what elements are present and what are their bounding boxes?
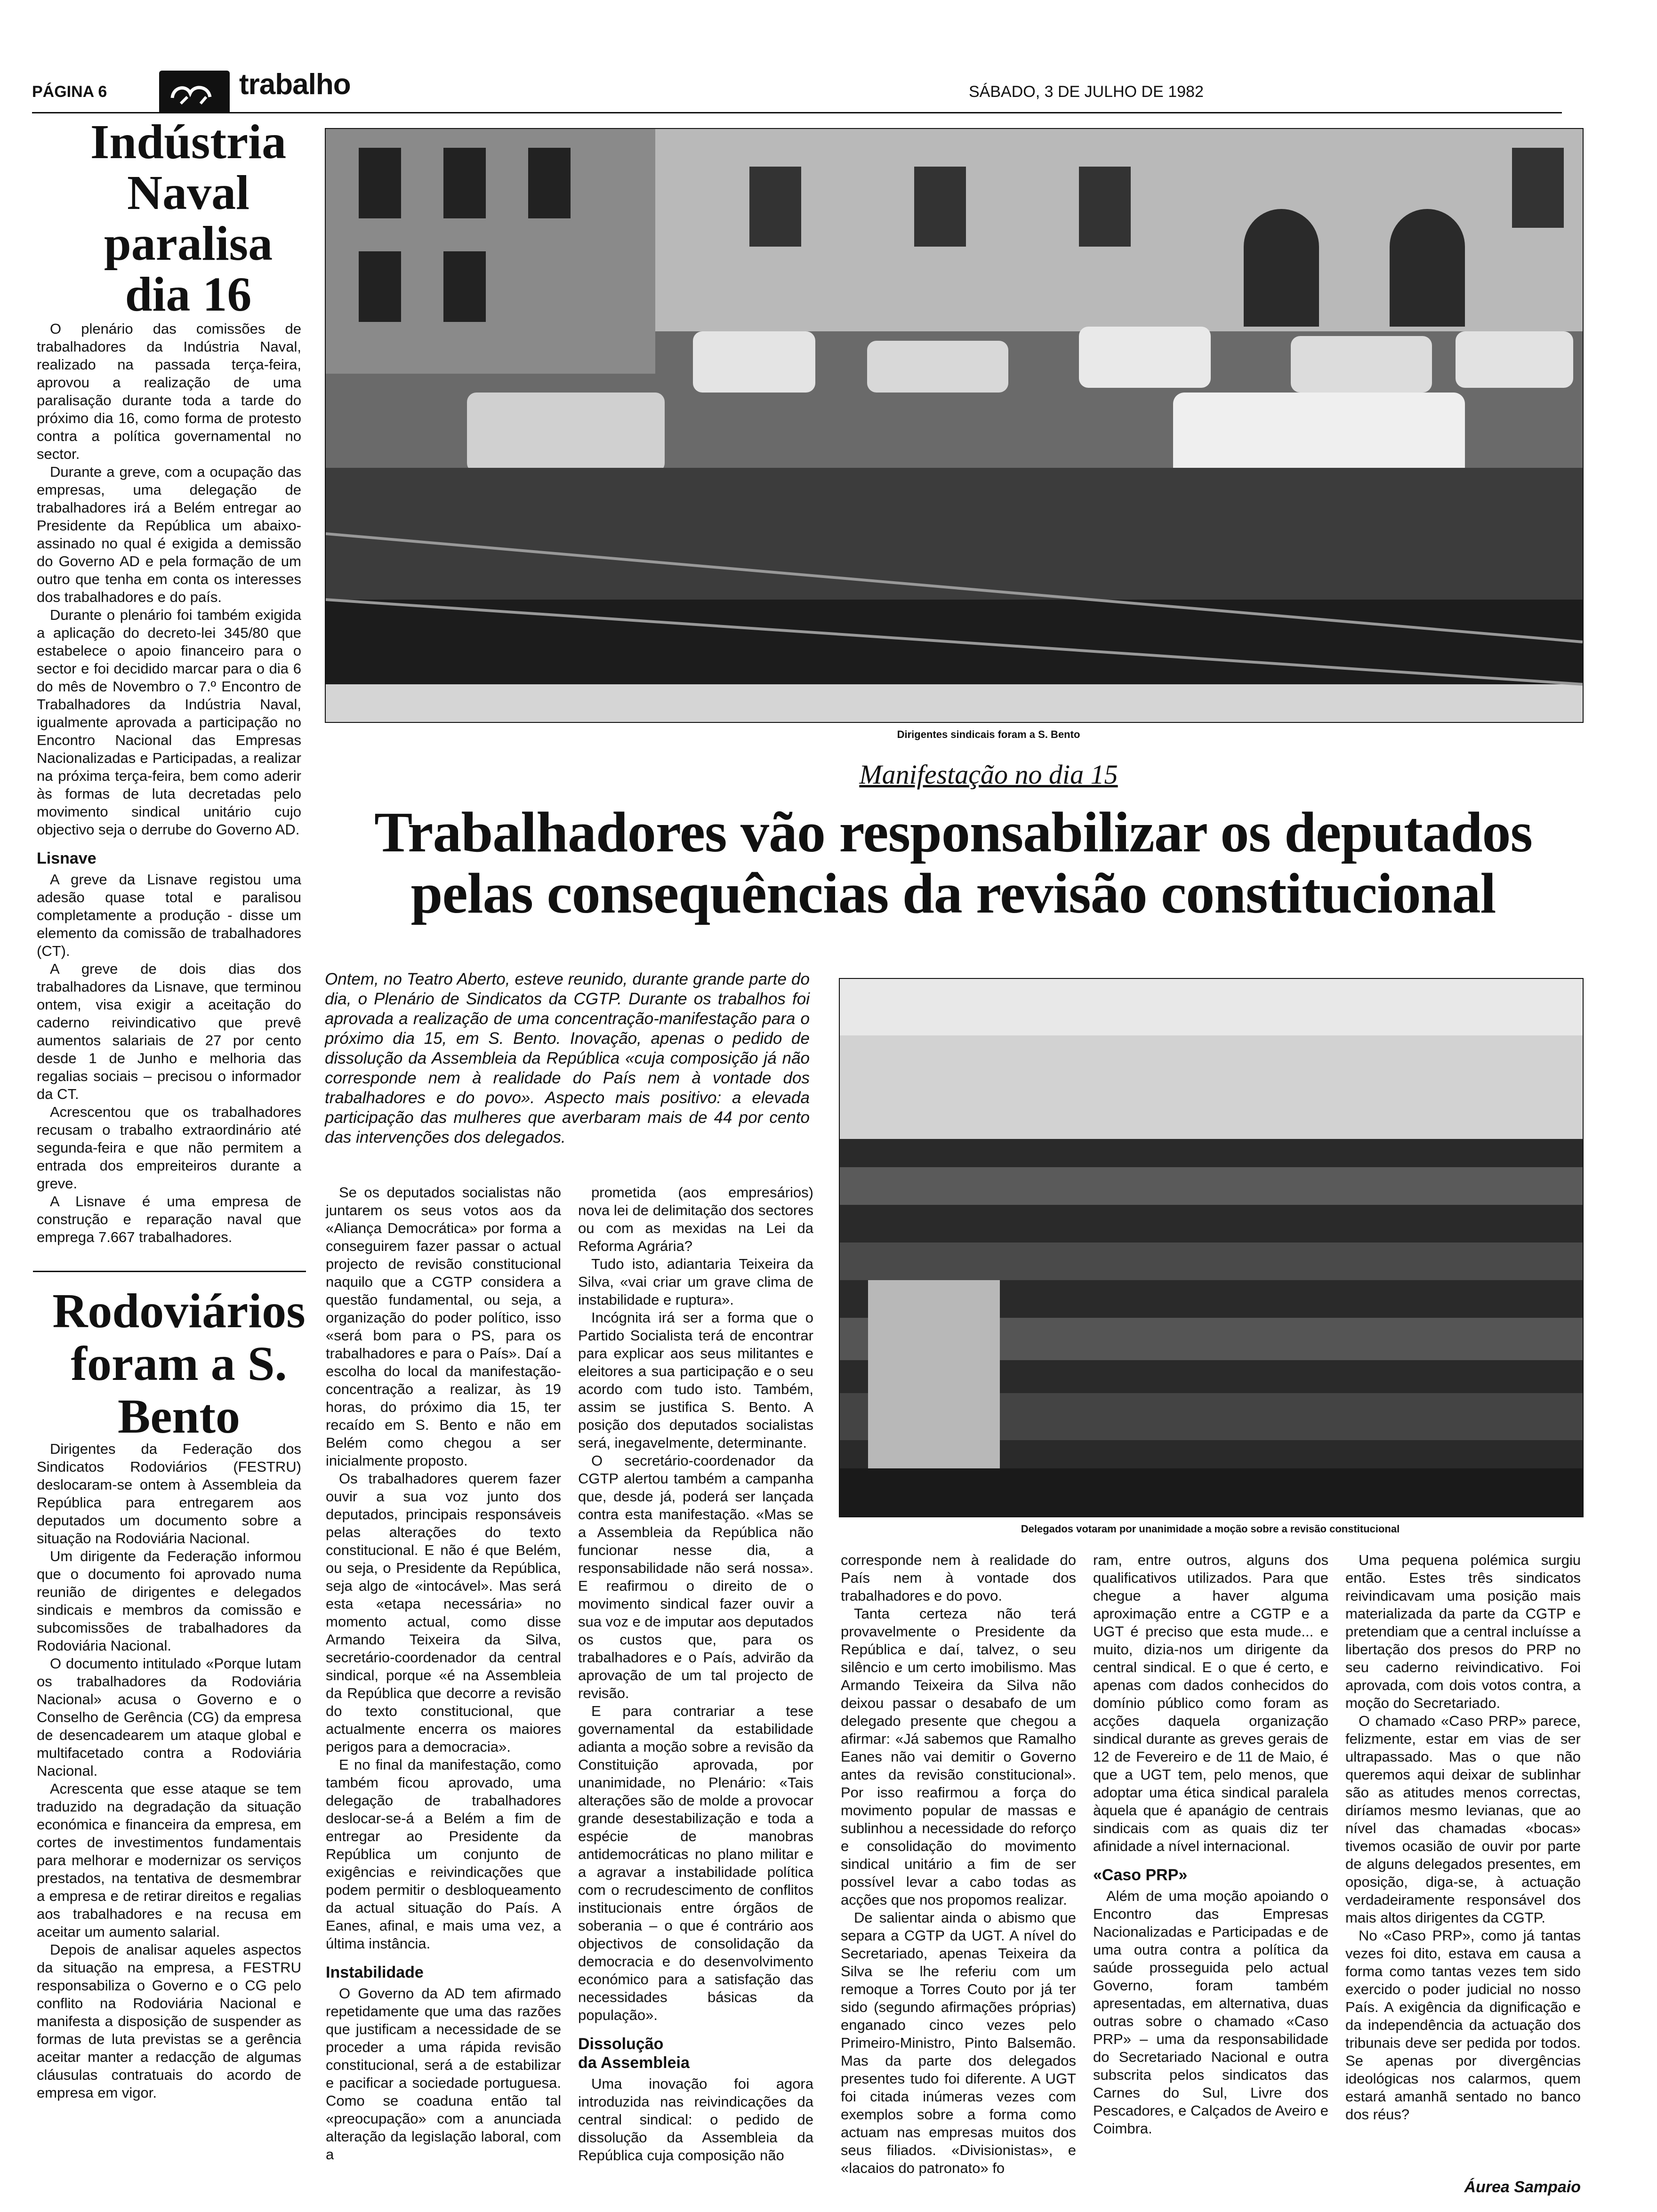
main-column-3 bbox=[841, 1551, 1076, 2177]
main-paragraph: prometida (aos empresários) nova lei de delimitação dos sectores ou com as mexidas na Lei da Reforma Agrária? bbox=[578, 1184, 813, 1254]
lisnave-paragraph: A greve de dois dias dos trabalhadores da Lisnave, que terminou ontem, visa exigir a aceitação do caderno reivindicativo que prevê aumentos salariais de 27 por cento desde 1 de Junho e melhoria das regalias sociais – precisou o informador da CT. bbox=[37, 961, 301, 1102]
rodoviarios-paragraph: Acrescenta que esse ataque se tem traduzido na degradação da situação económica e financeira da empresa, em cortes de investimentos fundamentais para melhorar e modernizar os serviços prestados, na tentativa de desmembrar a empresa e de retirar direitos e regalias aos trabalhadores e na recusa em aceitar um aumento salarial. bbox=[37, 1780, 301, 1940]
top-photo-image bbox=[326, 129, 1583, 722]
main-paragraph: O Governo da AD tem afirmado repetidamente que uma das razões que justificam a necessidade de se proceder a uma rápida revisão constitucional, será a de estabilizar e pacificar a sociedade portuguesa. Como se coaduna então tal «preocupação» com a anunciada alteração da legislação laboral, com a bbox=[326, 1985, 561, 2163]
dissolucao-subhead-line-2: da Assembleia bbox=[578, 2054, 690, 2072]
lisnave-paragraph: Acrescentou que os trabalhadores recusam o trabalho extraordinário até segunda-feira e que não permitem a entrada dos empreiteiros durante a greve. bbox=[37, 1104, 301, 1192]
main-headline-line-2: pelas consequências da revisão constitucional bbox=[410, 862, 1496, 925]
naval-headline: Indústria Naval paralisa dia 16 bbox=[90, 115, 287, 321]
main-paragraph: E no final da manifestação, como também ficou aprovado, uma delegação de trabalhadores deslocar-se-á a Belém a fim de entregar ao Presidente da República um conjunto de exigências e reivindicações que podem permitir o desbloqueamento da actual situação do País. A Eanes, afinal, e mais uma vez, a última instância. bbox=[326, 1756, 561, 1952]
main-paragraph: O chamado «Caso PRP» parece, felizmente, estar em vias de ser ultrapassado. Mas o que não queremos aqui deixar de sublinhar são as atitudes menos correctas, diríamos mesmo levianas, que ao nível das chamadas «bocas» tivemos ocasião de ouvir por parte de alguns delegados presentes, em oposição, diga-se, à actuação verdadeiramente responsável dos mais altos dirigentes da CGTP. bbox=[1345, 1713, 1581, 1926]
masthead-rule bbox=[32, 112, 1562, 113]
main-paragraph: Uma inovação foi agora introduzida nas reivindicações da central sindical: o pedido de dissolução da Assembleia da República cuja composição não bbox=[578, 2076, 813, 2164]
byline: Áurea Sampaio bbox=[1464, 2178, 1581, 2196]
dissolucao-subhead-line-1: Dissolução bbox=[578, 2035, 664, 2053]
main-paragraph: De salientar ainda o abismo que separa a CGTP da UGT. A nível do Secretariado, apenas Teixeira da Silva se lhe referiu com um remoque a Torres Couto por já ter sido (segundo afirmações próprias) enganado cinco vezes pelo Primeiro-Ministro, Pinto Balsemão. Mas da parte dos delegados presentes tudo foi diferente. A UGT foi citada inúmeras vezes com exemplos sobre a forma como actuam nas empresas muitos dos seus filiados. «Divisionistas», e «lacaios do patronato» fo bbox=[841, 1909, 1076, 2176]
naval-paragraph: O plenário das comissões de trabalhadores da Indústria Naval, realizado na passada terça-feira, aprovou a realização de uma paralisação durante toda a tarde do próximo dia 16, como forma de protesto contra a política governamental no sector. bbox=[37, 321, 301, 462]
lisnave-paragraph: A Lisnave é uma empresa de construção e reparação naval que emprega 7.667 trabalhadores. bbox=[37, 1193, 301, 1245]
main-paragraph: Uma pequena polémica surgiu então. Estes três sindicatos reivindicavam uma posição mais materializada da parte da CGTP e pretendiam que a central incluísse a libertação dos presos do PRP no seu caderno reivindicativo. Foi aprovada, com dois votos contra, a moção do Secretariado. bbox=[1345, 1552, 1581, 1711]
main-headline-line-1: Trabalhadores vão responsabilizar os deputados bbox=[374, 801, 1532, 864]
top-photo-caption: Dirigentes sindicais foram a S. Bento bbox=[897, 729, 1080, 740]
caso-prp-subhead: «Caso PRP» bbox=[1093, 1866, 1188, 1884]
main-column-5 bbox=[1345, 1551, 1581, 2124]
section-title: trabalho bbox=[239, 68, 351, 101]
main-paragraph: Se os deputados socialistas não juntarem os seus votos aos da «Aliança Democrática» por forma a conseguirem fazer passar o actual projecto de revisão constitucional naquilo que a CGTP considera a questão fundamental, ou seja, a organização do poder político, isso «será bom para o PS, para os trabalhadores e para o País». Daí a escolha do local da manifestação-concentração a realizar, às 19 horas, do próximo dia 15, ter recaído em S. Bento e não em Belém como chegou a ser inicialmente proposto. bbox=[326, 1184, 561, 1469]
rodoviarios-paragraph: Depois de analisar aqueles aspectos da situação na empresa, a FESTRU responsabiliza o Governo e o CG pelo conflito na Rodoviária Nacional e manifesta a disposição de suspender as formas de luta previstas se a gerência aceitar manter a redacção de algumas cláusulas contratuais do acordo de empresa em vigor. bbox=[37, 1941, 301, 2101]
main-paragraph: No «Caso PRP», como já tantas vezes foi dito, estava em causa a forma como tantas vezes tem sido exercido o poder judicial no nosso País. A exigência da dignificação e da independência da actuação dos tribunais deve ser pedida por todos. Se apenas por divergências ideológicas nos calarmos, quem estará amanhã sentado no banco dos réus? bbox=[1345, 1927, 1581, 2123]
naval-paragraph: Durante a greve, com a ocupação das empresas, uma delegação de trabalhadores irá a Belém entregar ao Presidente da República um abaixo-assinado no qual é exigida a demissão do Governo AD e pela formação de um outro que tenha em conta os interesses dos trabalhadores e do país. bbox=[37, 464, 301, 605]
rodoviarios-paragraph: O documento intitulado «Porque lutam os trabalhadores da Rodoviária Nacional» acusa o Governo e o Conselho de Gerência (CG) da empresa de desencadearem um ataque global e multifacetado contra a Rodoviária Nacional. bbox=[37, 1655, 301, 1779]
left-column-divider bbox=[33, 1271, 306, 1272]
main-lead: Ontem, no Teatro Aberto, esteve reunido, durante grande parte do dia, o Plenário de Sindicatos da CGTP. Durante os trabalhos foi aprovada a realização de uma concentração-manifestação para o próximo dia 15, em S. Bento. Inovação, apenas o pedido de dissolução da Assembleia da República «cuja composição já não corresponde nem à realidade do País nem à vontade dos trabalhadores e do povo». Aspecto mais positivo: a elevada participação das mulheres que averbaram mais de 44 por cento das intervenções dos delegados. bbox=[325, 970, 810, 1146]
main-paragraph: O secretário-coordenador da CGTP alertou também a campanha que, desde já, poderá ser lançada contra esta manifestação. «Mas se a Assembleia da República não funcionar nesse dia, a responsabilidade não será nossa». E reafirmou o direito de o movimento sindical fazer ouvir a sua voz e de imputar aos deputados os custos que, para os trabalhadores e o País, advirão da aprovação de um tal projecto de revisão. bbox=[578, 1452, 813, 1701]
main-paragraph: E para contrariar a tese governamental da estabilidade adianta a moção sobre a revisão da Constituição aprovada, por unanimidade, no Plenário: «Tais alterações são de molde a provocar grande desestabilização e toda a espécie de manobras antidemocráticas no plano militar e a agravar a instabilidade política com o recrudescimento de conflitos institucionais entre órgãos de soberania – o que é contrário aos objectivos de consolidação da democracia e do desenvolvimento económico para a satisfação das necessidades básicas da população». bbox=[578, 1703, 813, 2023]
rodoviarios-headline: Rodoviários foram a S. Bento bbox=[52, 1284, 306, 1443]
instabilidade-subhead: Instabilidade bbox=[326, 1964, 424, 1981]
section-logo-icon bbox=[159, 71, 230, 112]
assembly-photo-image bbox=[840, 979, 1583, 1516]
main-column-4 bbox=[1093, 1551, 1328, 2138]
assembly-photo-caption: Delegados votaram por unanimidade a moção sobre a revisão constitucional bbox=[1021, 1523, 1400, 1535]
lisnave-paragraph: A greve da Lisnave registou uma adesão quase total e paralisou completamente a produção - disse um elemento da comissão de trabalhadores (CT). bbox=[37, 871, 301, 959]
rodoviarios-paragraph: Dirigentes da Federação dos Sindicatos Rodoviários (FESTRU) deslocaram-se ontem à Assembleia da República para entregarem aos deputados um documento sobre a situação na Rodoviária Nacional. bbox=[37, 1441, 301, 1547]
lisnave-subhead: Lisnave bbox=[37, 850, 97, 867]
main-paragraph: Tudo isto, adiantaria Teixeira da Silva, «vai criar um grave clima de instabilidade e ruptura». bbox=[578, 1256, 813, 1308]
assembly-photo bbox=[839, 978, 1584, 1517]
main-column-2 bbox=[578, 1184, 813, 2164]
section-logo bbox=[159, 71, 230, 112]
page-label: PÁGINA 6 bbox=[32, 83, 107, 101]
naval-article bbox=[37, 320, 301, 1246]
main-paragraph: Os trabalhadores querem fazer ouvir a sua voz junto dos deputados, principais responsáveis pelas alterações do texto constitucional. E não é que Belém, ou seja, o Presidente da República, seja algo de «intocável». Mas será esta «etapa necessária» no momento actual, como disse Armando Teixeira da Silva, secretário-coordenador da central sindical, porque «é na Assembleia da República que decorre a revisão do texto constitucional, que actualmente encerra os maiores perigos para a democracia». bbox=[326, 1470, 561, 1755]
masthead bbox=[32, 68, 1562, 113]
rodoviarios-paragraph: Um dirigente da Federação informou que o documento foi aprovado numa reunião de dirigentes e delegados sindicais e membros da comissão e subcomissões de trabalhadores da Rodoviária Nacional. bbox=[37, 1548, 301, 1654]
main-kicker: Manifestação no dia 15 bbox=[859, 759, 1118, 790]
naval-paragraph: Durante o plenário foi também exigida a aplicação do decreto-lei 345/80 que estabelece o apoio financeiro para o sector e foi decidido marcar para o dia 6 do mês de Novembro o 7.º Encontro de Trabalhadores da Indústria Naval, igualmente aprovada a participação no Encontro Nacional das Empresas Nacionalizadas e Participadas, a realizar na próxima terça-feira, bem como aderir às formas de luta decretadas pelo movimento sindical unitário cujo objectivo seja o derrube do Governo AD. bbox=[37, 607, 301, 838]
main-paragraph: corresponde nem à realidade do País nem à vontade dos trabalhadores e do povo. bbox=[841, 1552, 1076, 1604]
dissolucao-subhead bbox=[578, 2035, 813, 2072]
rodoviarios-article bbox=[37, 1440, 301, 2102]
main-paragraph: ram, entre outros, alguns dos qualificativos utilizados. Para que chegue a haver alguma aproximação entre a CGTP e a UGT é preciso que esta mude... e muito, dizia-nos um dirigente da central sindical. E o que é certo, e apenas com dados conhecidos do domínio público como foram as acções daquela organização sindical durante as greves gerais de 12 de Fevereiro e de 11 de Maio, é que a UGT tem, pelo menos, que adoptar uma ética sindical paralela àquela que é apanágio de centrais sindicais com as quais diz ter afinidade a nível internacional. bbox=[1093, 1552, 1328, 1854]
main-column-1 bbox=[326, 1184, 561, 2164]
main-paragraph: Tanta certeza não terá provavelmente o Presidente da República e daí, talvez, o seu silêncio e um certo imobilismo. Mas Armando Teixeira da Silva não deixou passar o desabafo de um delegado presente que chegou a afirmar: «Já sabemos que Ramalho Eanes não vai demitir o Governo antes da revisão constitucional». Por isso reafirmou a força do movimento popular de massas e sublinhou a necessidade do reforço e consolidação do movimento sindical unitário a fim de ser possível levar a cabo todas as acções que nos propomos realizar. bbox=[841, 1605, 1076, 1908]
issue-date: SÁBADO, 3 DE JULHO DE 1982 bbox=[969, 83, 1204, 101]
main-paragraph: Além de uma moção apoiando o Encontro das Empresas Nacionalizadas e Participadas e de uma outra contra a política da saúde prosseguida pelo actual Governo, foram também apresentadas, em alternativa, duas outras sobre o chamado «Caso PRP» – uma da responsabilidade do Secretariado Nacional e outra subscrita pelos sindicatos das Carnes do Sul, Livre dos Pescadores, e Calçados de Aveiro e Coimbra. bbox=[1093, 1888, 1328, 2137]
main-paragraph: Incógnita irá ser a forma que o Partido Socialista terá de encontrar para explicar aos seus militantes e eleitores a sua participação e o seu acordo com tudo isto. Também, assim se justifica S. Bento. A posição dos deputados socialistas será, inegavelmente, determinante. bbox=[578, 1309, 813, 1451]
top-photo bbox=[325, 128, 1584, 723]
